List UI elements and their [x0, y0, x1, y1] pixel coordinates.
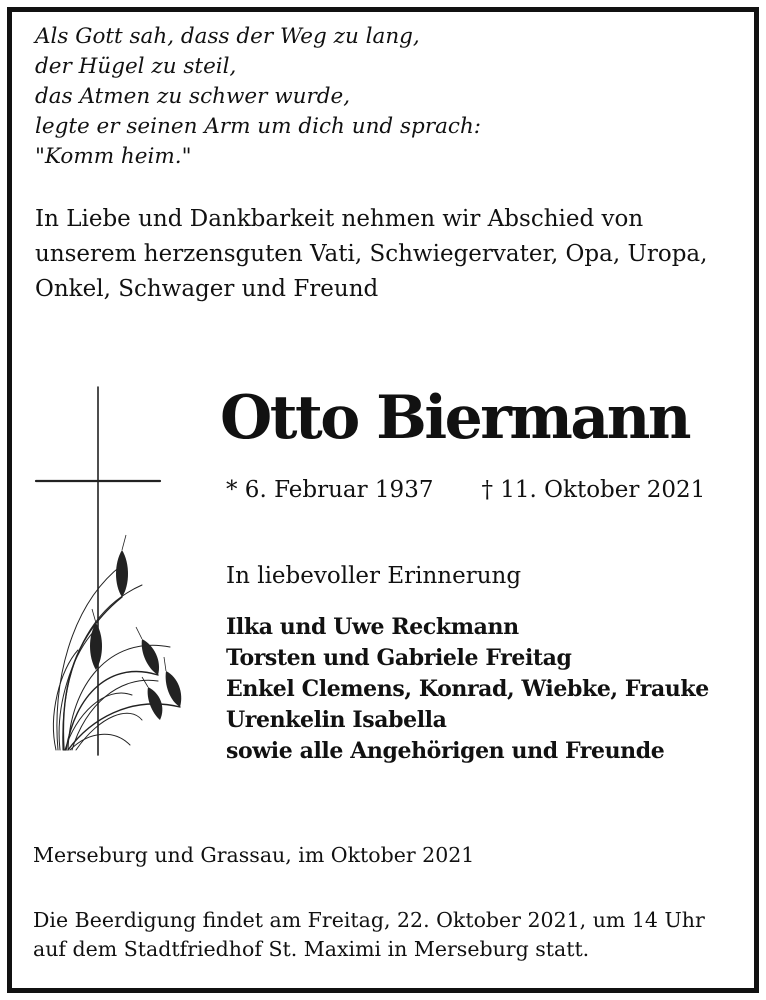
intro-line: In Liebe und Dankbarkeit nehmen wir Abschied von [35, 206, 644, 232]
grass-blade [59, 630, 95, 750]
intro-line: unserem herzensguten Vati, Schwiegervater, Opa, Uropa, [35, 241, 708, 267]
wheat-ear [148, 687, 163, 720]
poem-line: legte er seinen Arm um dich und sprach: [35, 114, 482, 139]
wheat-stalk [68, 704, 180, 750]
deceased-name: Otto Biermann [220, 383, 690, 453]
cross-with-wheat-icon [30, 385, 210, 760]
poem-line: "Komm heim." [35, 144, 192, 169]
poem-line: der Hügel zu steil, [35, 54, 237, 79]
life-dates [226, 473, 705, 507]
mourner-entry: Torsten und Gabriele Freitag [226, 645, 572, 671]
mourner-entry: Ilka und Uwe Reckmann [226, 614, 519, 640]
funeral-line: Die Beerdigung findet am Freitag, 22. Oktober 2021, um 14 Uhr [33, 908, 705, 932]
death-date: † 11. Oktober 2021 [481, 477, 706, 503]
poem [35, 22, 481, 172]
remembrance-line: In liebevoller Erinnerung [226, 563, 522, 589]
funeral-line: auf dem Stadtfriedhof St. Maximi in Merseburg statt. [33, 937, 590, 961]
place-and-date: Merseburg und Grassau, im Oktober 2021 [33, 843, 475, 867]
funeral-details [33, 906, 705, 964]
poem-line: das Atmen zu schwer wurde, [35, 84, 351, 109]
mourner-entry: Enkel Clemens, Konrad, Wiebke, Frauke [226, 676, 709, 702]
mourner-entry: sowie alle Angehörigen und Freunde [226, 738, 665, 764]
wheat-stalk [66, 672, 158, 750]
farewell-intro [35, 202, 735, 307]
grass-blade [72, 680, 158, 750]
poem-line: Als Gott sah, dass der Weg zu lang, [35, 24, 420, 49]
wheat-ear [166, 671, 182, 707]
birth-date: * 6. Februar 1937 [226, 477, 434, 503]
wheat-ear [142, 639, 159, 675]
mourners-list [226, 612, 709, 767]
grass-blade [63, 585, 142, 750]
mourner-entry: Urenkelin Isabella [226, 707, 447, 733]
intro-line: Onkel, Schwager und Freund [35, 276, 379, 302]
wheat-ear [116, 550, 128, 597]
